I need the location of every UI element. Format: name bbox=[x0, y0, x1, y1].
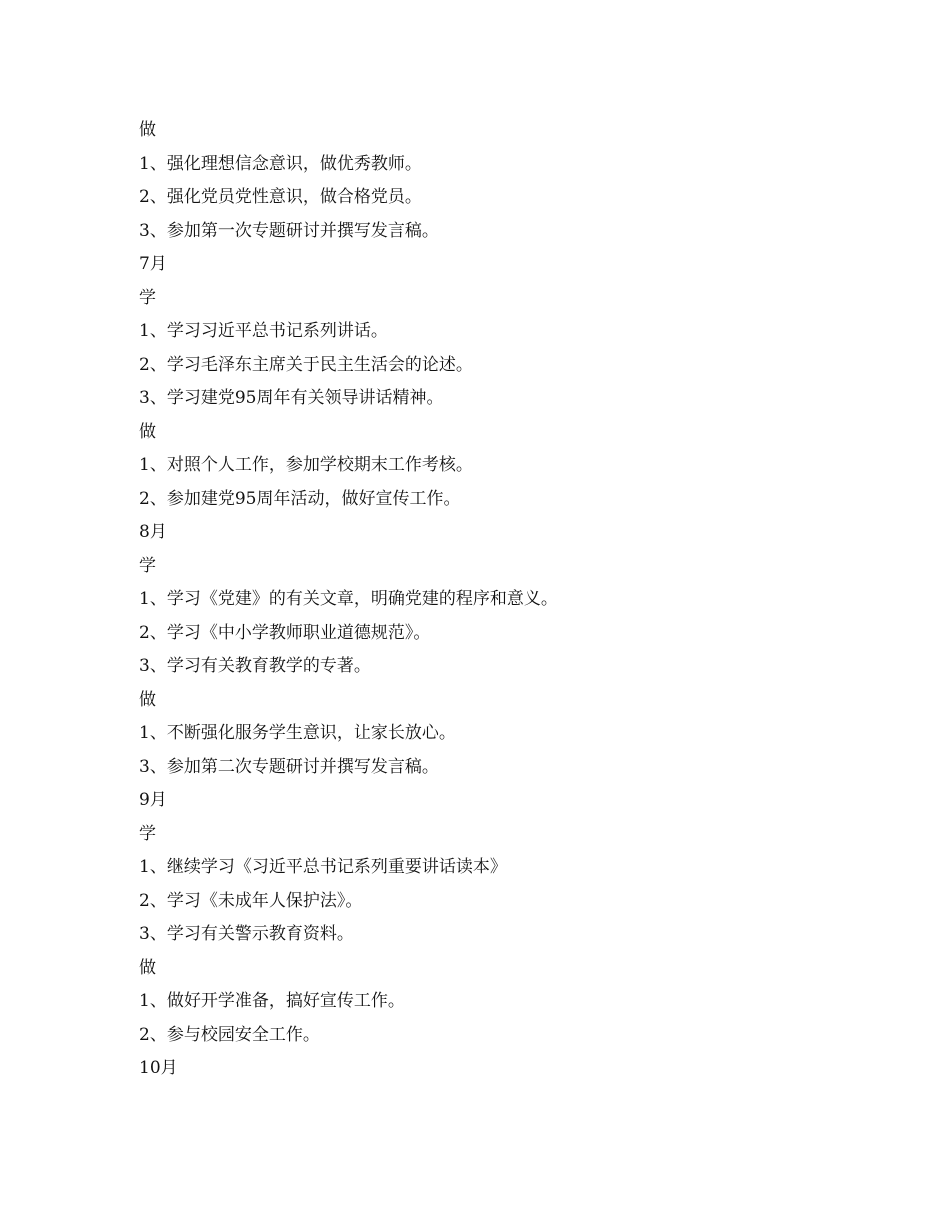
text-line: 做 bbox=[139, 120, 156, 140]
text-line: 1、强化理想信念意识，做优秀教师。 bbox=[139, 153, 422, 174]
section-heading: 学 bbox=[139, 287, 156, 308]
text-line: 2、学习毛泽东主席关于民主生活会的论述。 bbox=[139, 354, 473, 375]
text-line: 3、参加第二次专题研讨并撰写发言稿。 bbox=[139, 756, 439, 777]
text-line: 1、不断强化服务学生意识，让家长放心。 bbox=[139, 723, 456, 743]
text-line: 3、学习有关教育教学的专著。 bbox=[139, 656, 371, 676]
section-heading: 做 bbox=[139, 957, 156, 978]
text-line: 2、强化党员党性意识，做合格党员。 bbox=[139, 187, 422, 207]
section-heading: 学 bbox=[139, 555, 156, 576]
text-line: 1、做好开学准备，搞好宣传工作。 bbox=[139, 991, 405, 1011]
text-line: 3、参加第一次专题研讨并撰写发言稿。 bbox=[139, 220, 439, 241]
text-line: 1、对照个人工作，参加学校期末工作考核。 bbox=[139, 455, 473, 475]
month-heading: 8月 bbox=[139, 522, 167, 542]
text-line: 1、继续学习《习近平总书记系列重要讲话读本》 bbox=[139, 857, 507, 877]
text-line: 1、学习《党建》的有关文章，明确党建的程序和意义。 bbox=[139, 589, 558, 609]
text-line: 2、学习《中小学教师职业道德规范》。 bbox=[139, 622, 431, 643]
section-heading: 做 bbox=[139, 421, 156, 442]
document-body bbox=[139, 116, 558, 1088]
month-heading: 9月 bbox=[139, 790, 167, 810]
text-line: 3、学习建党95周年有关领导讲话精神。 bbox=[139, 388, 444, 408]
text-line: 1、学习习近平总书记系列讲话。 bbox=[139, 321, 388, 341]
text-line: 2、参加建党95周年活动，做好宣传工作。 bbox=[139, 488, 461, 509]
section-heading: 做 bbox=[139, 689, 156, 710]
text-line: 2、学习《未成年人保护法》。 bbox=[139, 890, 363, 911]
month-heading: 10月 bbox=[139, 1058, 178, 1078]
text-line: 2、参与校园安全工作。 bbox=[139, 1024, 320, 1045]
section-heading: 学 bbox=[139, 823, 156, 844]
text-line: 3、学习有关警示教育资料。 bbox=[139, 924, 354, 944]
month-heading: 7月 bbox=[139, 254, 167, 274]
